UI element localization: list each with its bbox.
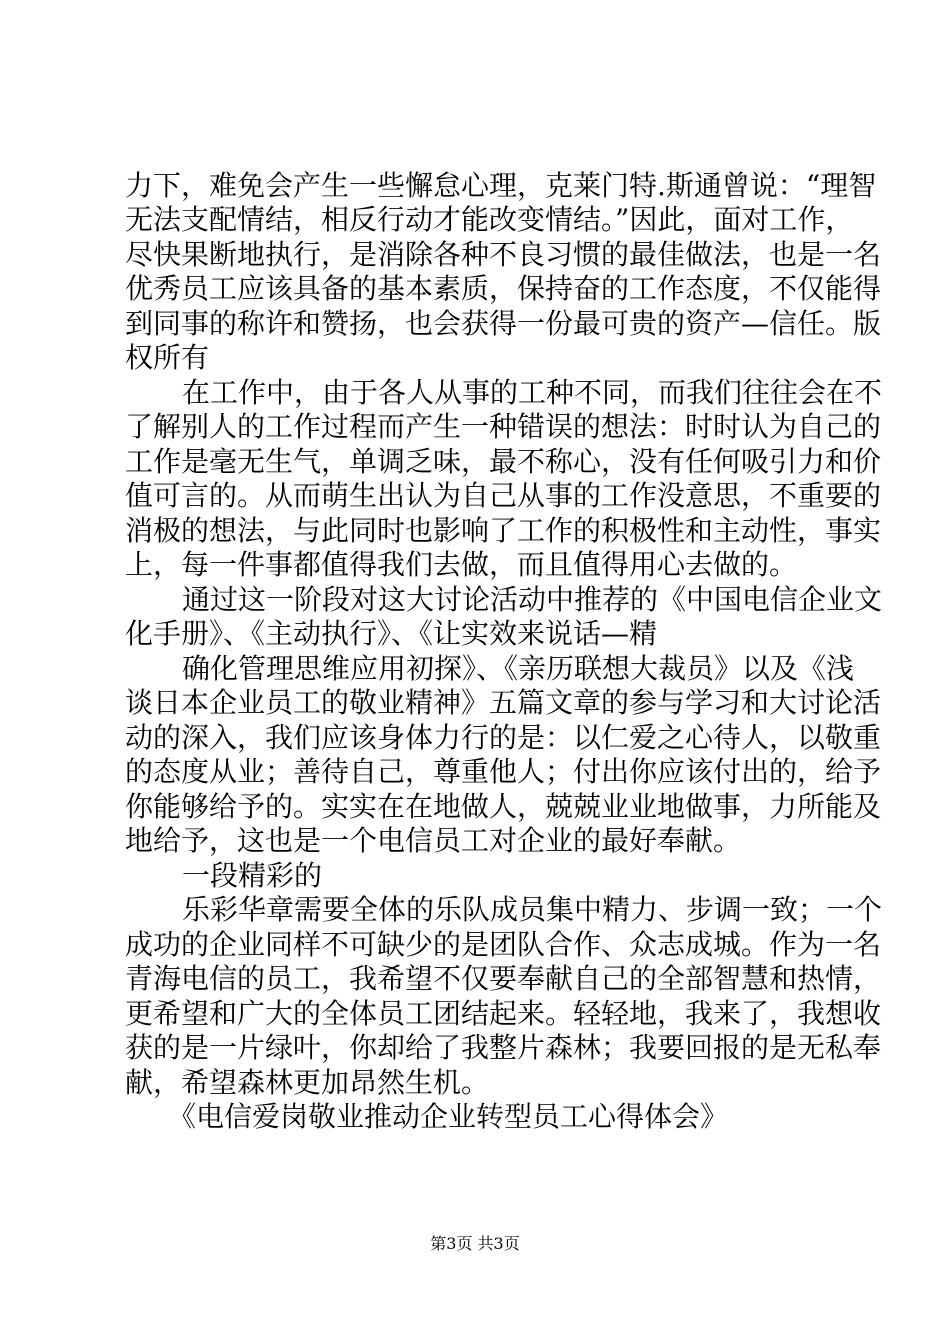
text-line: 化手册》、《主动执行》、《让实效来说话—精 <box>125 617 658 650</box>
text-line: 动的深入，我们应该身体力行的是：以仁爱之心待人，以敬重 <box>125 721 882 754</box>
text-line: 地给予，这也是一个电信员工对企业的最好奉献。 <box>125 824 742 857</box>
text-line: 青海电信的员工，我希望不仅要奉献自己的全部智慧和热情， <box>125 962 882 995</box>
text-line: 你能够给予的。实实在在地做人，兢兢业业地做事，力所能及 <box>125 790 882 823</box>
page-number-footer: 第3页 共3页 <box>430 1234 520 1253</box>
text-line: 成功的企业同样不可缺少的是团队合作、众志成城。作为一名 <box>125 928 882 961</box>
text-line: 了解别人的工作过程而产生一种错误的想法：时时认为自己的 <box>125 410 882 443</box>
text-line: 工作是毫无生气，单调乏味，最不称心，没有任何吸引力和价 <box>125 445 882 478</box>
text-line: 通过这一阶段对这大讨论活动中推荐的《中国电信企业文 <box>182 583 883 616</box>
text-line: 一段精彩的 <box>182 859 323 892</box>
text-line: 权所有 <box>125 341 210 374</box>
text-line: 优秀员工应该具备的基本素质，保持奋的工作态度，不仅能得 <box>125 272 882 305</box>
text-line: 献，希望森林更加昂然生机。 <box>125 1066 490 1099</box>
text-line: 谈日本企业员工的敬业精神》五篇文章的参与学习和大讨论活 <box>125 686 882 719</box>
text-line: 值可言的。从而萌生出认为自己从事的工作没意思，不重要的 <box>125 479 882 512</box>
text-line: 无法支配情结，相反行动才能改变情结。”因此，面对工作， <box>125 203 854 236</box>
text-line: 获的是一片绿叶，你却给了我整片森林；我要回报的是无私奉 <box>125 1031 882 1064</box>
text-line: 力下，难免会产生一些懈怠心理，克莱门特.斯通曾说：“理智 <box>125 169 877 202</box>
text-line: 到同事的称许和赞扬，也会获得一份最可贵的资产—信任。版 <box>125 307 882 340</box>
text-line: 更希望和广大的全体员工团结起来。轻轻地，我来了，我想收 <box>125 997 882 1030</box>
text-line: 《电信爱岗敬业推动企业转型员工心得体会》 <box>168 1100 729 1133</box>
text-line: 确化管理思维应用初探》、《亲历联想大裁员》以及《浅 <box>182 652 855 685</box>
text-line: 在工作中，由于各人从事的工种不同，而我们往往会在不 <box>182 376 883 409</box>
text-line: 上，每一件事都值得我们去做，而且值得用心去做的。 <box>125 548 798 581</box>
text-line: 消极的想法，与此同时也影响了工作的积极性和主动性，事实 <box>125 514 882 547</box>
text-line: 乐彩华章需要全体的乐队成员集中精力、步调一致；一个 <box>182 893 883 926</box>
text-line: 尽快果断地执行，是消除各种不良习惯的最佳做法，也是一名 <box>125 238 882 271</box>
text-line: 的态度从业；善待自己，尊重他人；付出你应该付出的，给予 <box>125 755 882 788</box>
